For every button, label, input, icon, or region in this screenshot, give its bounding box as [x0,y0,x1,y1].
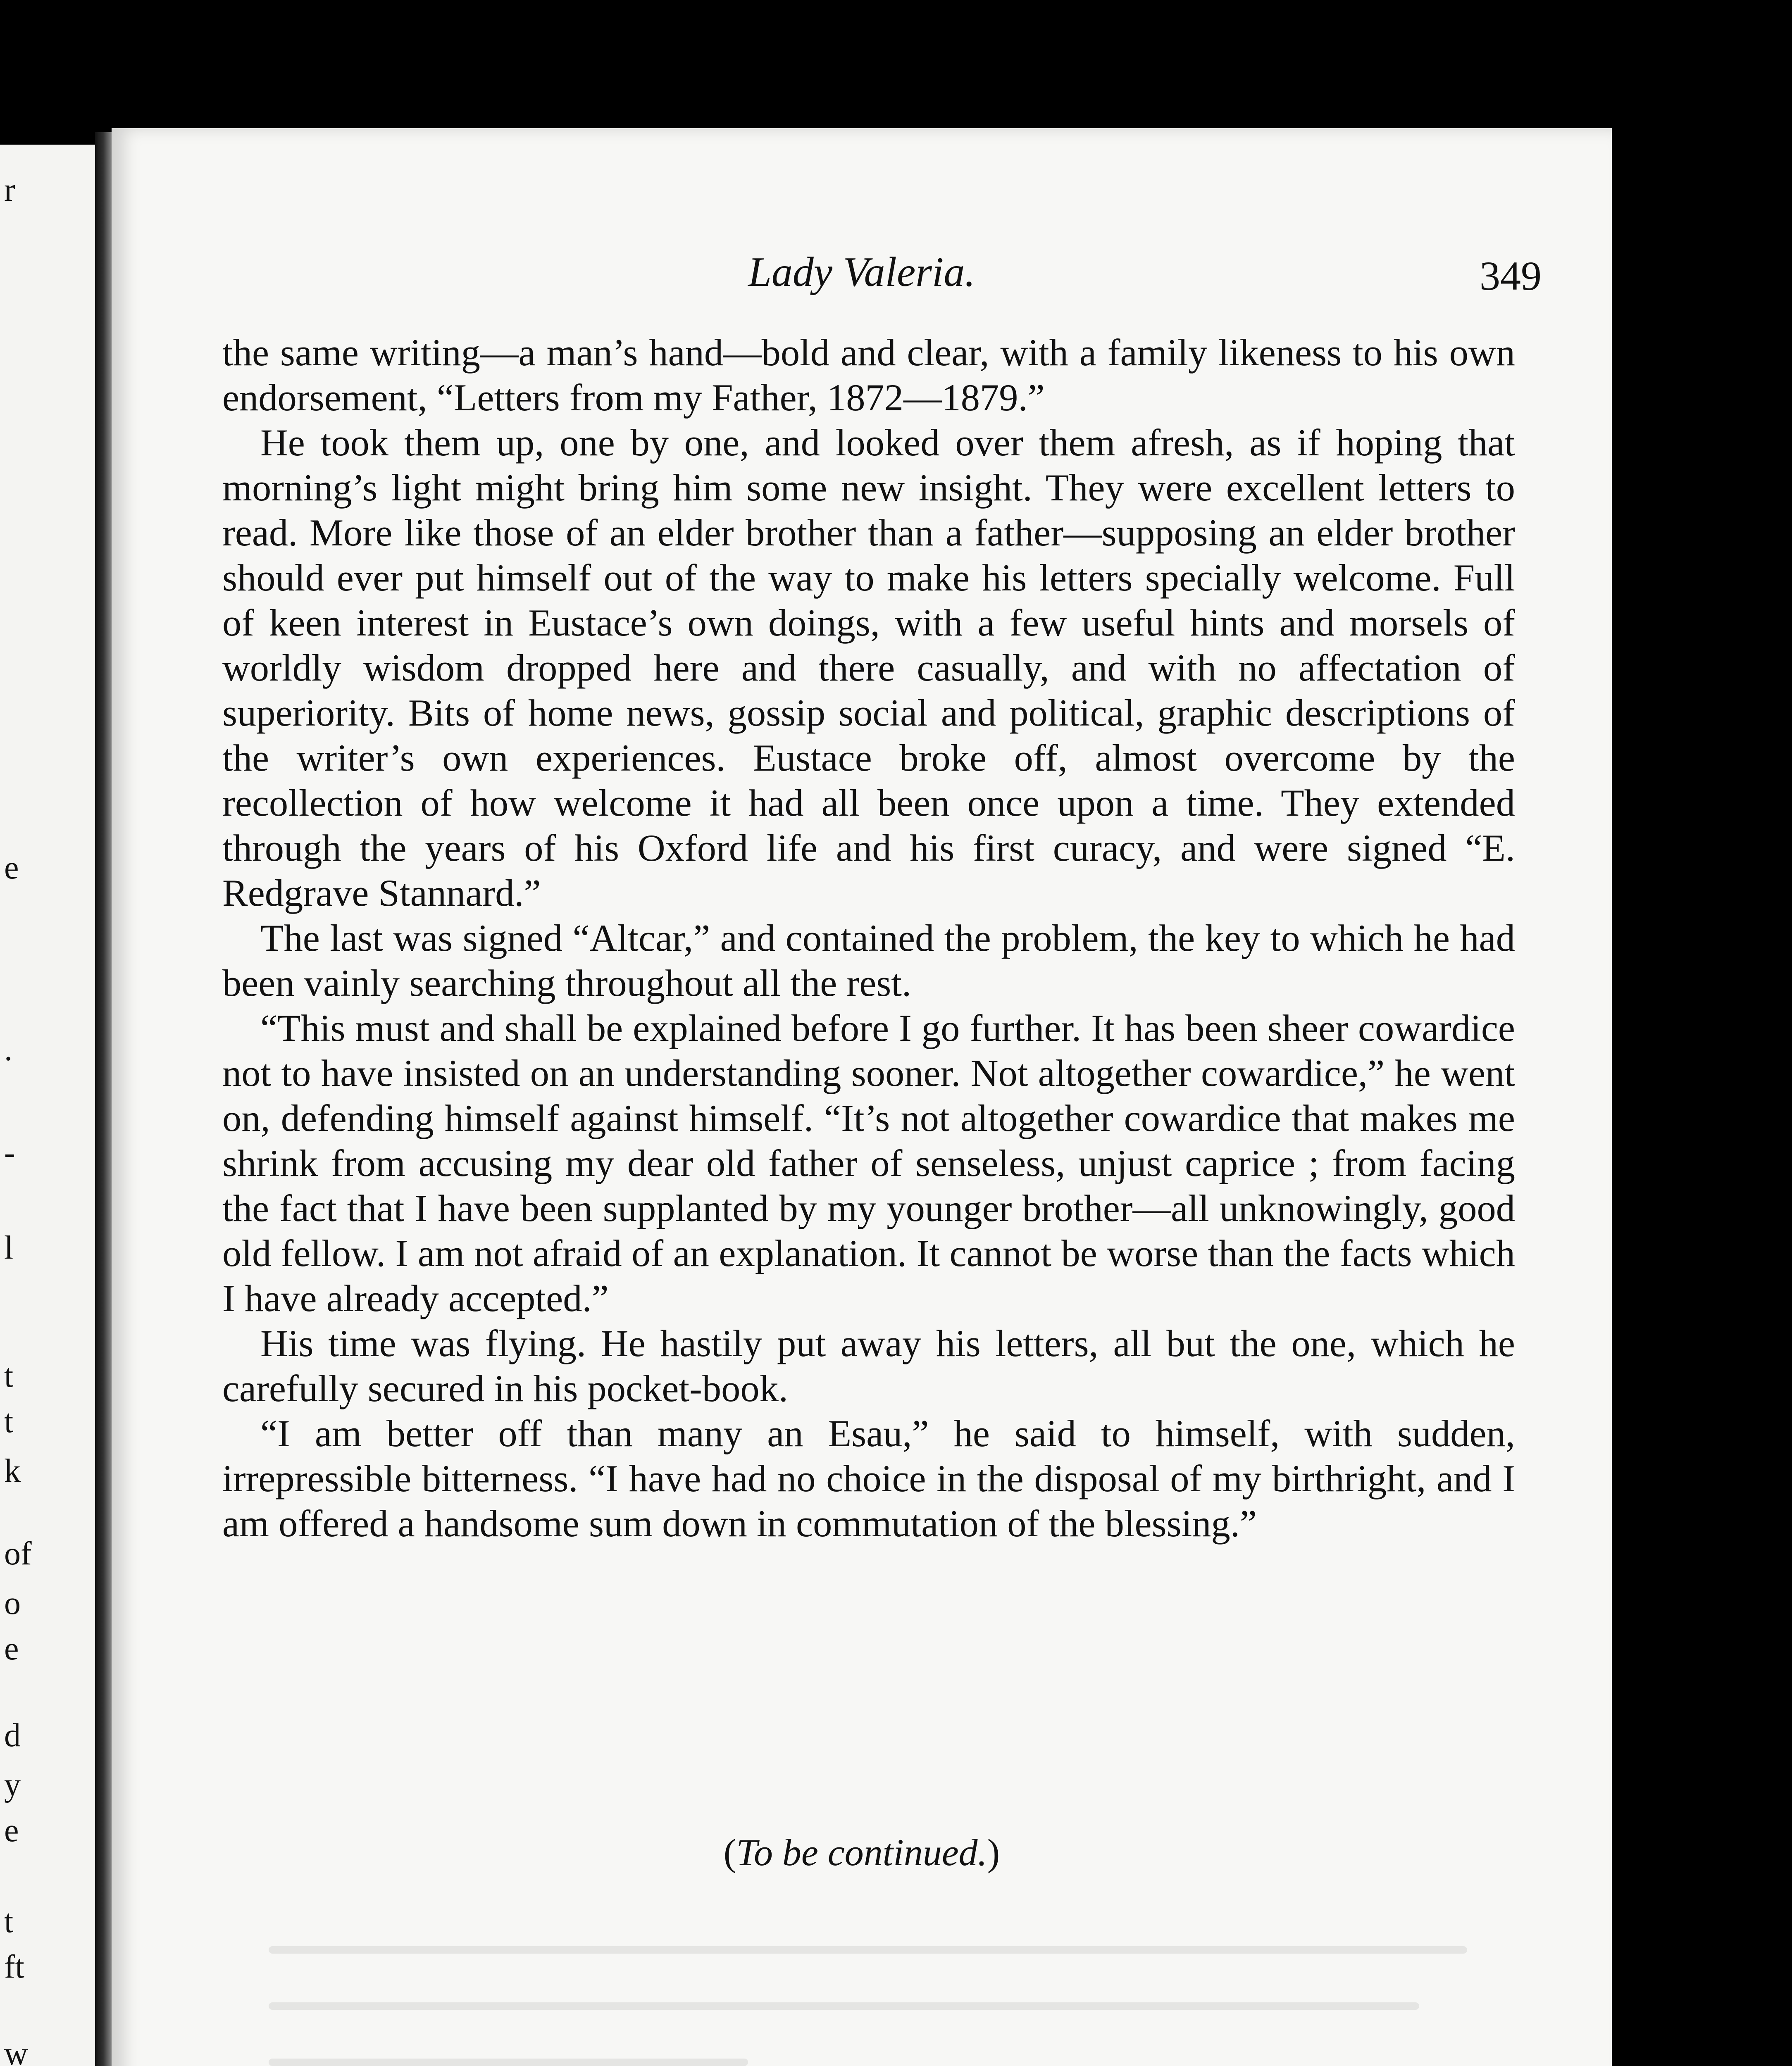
paragraph: He took them up, one by one, and looked over them afresh, as if hoping that morning’s light might bring him some new insight. They were excellent letters to read. More like those of an elder brother than a father—supposing an elder brother should ever put himself out of the way to make his letters specially welcome. Full of keen interest in Eustace’s own doings, with a few useful hints and morsels of worldly wisdom dropped here and there casually, and with no affectation of superiority. Bits of home news, gossip social and political, graphic descriptions of the writer’s own experiences. Eustace broke off, almost overcome by the recollection of how welcome it had all been once upon a time. They extended through the years of his Oxford life and his first curacy, and were signed “E. Redgrave Stannard.” [222,422,1515,914]
facing-page-fragment: ft [4,1949,24,1985]
facing-page-fragment: e [4,850,19,886]
facing-page-fragment: r [4,172,15,208]
continued-open-paren: ( [723,1831,736,1873]
book-page [112,128,1612,2066]
to-be-continued [112,1830,1612,1874]
facing-page-fragment: d [4,1717,21,1754]
paragraph: “I am better off than many an Esau,” he said to himself, with sudden, irrepressible bitterness. “I have had no choice in the disposal of my birthright, and I am offered a handsome sum down in commutation of the blessing.” [222,1413,1515,1545]
body-text [222,331,1515,1547]
paragraph: “This must and shall be explained before I go further. It has been sheer cowardice not to have insisted on an understanding sooner. Not altogether cowardice,” he went on, defending himself against himself. “It’s not altogether cowardice that makes me shrink from accusing my dear old father of senseless, unjust caprice ; from facing the fact that I have been supplanted by my younger brother—all unknowingly, good old fellow. I am not afraid of an explanation. It cannot be worse than the facts which I have already accepted.” [222,1007,1515,1320]
continued-close-paren: ) [987,1831,1000,1873]
paragraph: His time was flying. He hastily put away his letters, all but the one, which he carefully secured in his pocket-book. [222,1323,1515,1410]
facing-page-fragment: y [4,1767,21,1803]
facing-page-fragment: w [4,2035,28,2066]
paragraph: the same writing—a man’s hand—bold and clear, with a family likeness to his own endorsement, “Letters from my Father, 1872—1879.” [222,332,1515,419]
running-head [112,240,1612,298]
facing-page-fragment: t [4,1403,14,1440]
facing-page-fragment: . [4,1031,12,1068]
facing-page-fragment: e [4,1812,19,1849]
facing-page-fragment: o [4,1585,21,1621]
paragraph: The last was signed “Altcar,” and contained the problem, the key to which he had been vainly searching throughout all the rest. [222,917,1515,1004]
facing-page-fragment: e [4,1630,19,1667]
running-title: Lady Valeria. [748,249,975,295]
facing-page-fragment: t [4,1358,14,1394]
continued-text: To be continued. [736,1831,987,1873]
facing-page-fragment: l [4,1230,14,1266]
book-gutter [95,132,112,2066]
facing-page-fragment: t [4,1903,14,1940]
facing-page-fragment: k [4,1453,21,1489]
facing-page-fragment: - [4,1135,15,1171]
facing-page-edge [0,145,95,2066]
bleed-through-text [269,1946,1467,2066]
facing-page-fragment: of [4,1535,32,1572]
page-number: 349 [1480,253,1542,299]
